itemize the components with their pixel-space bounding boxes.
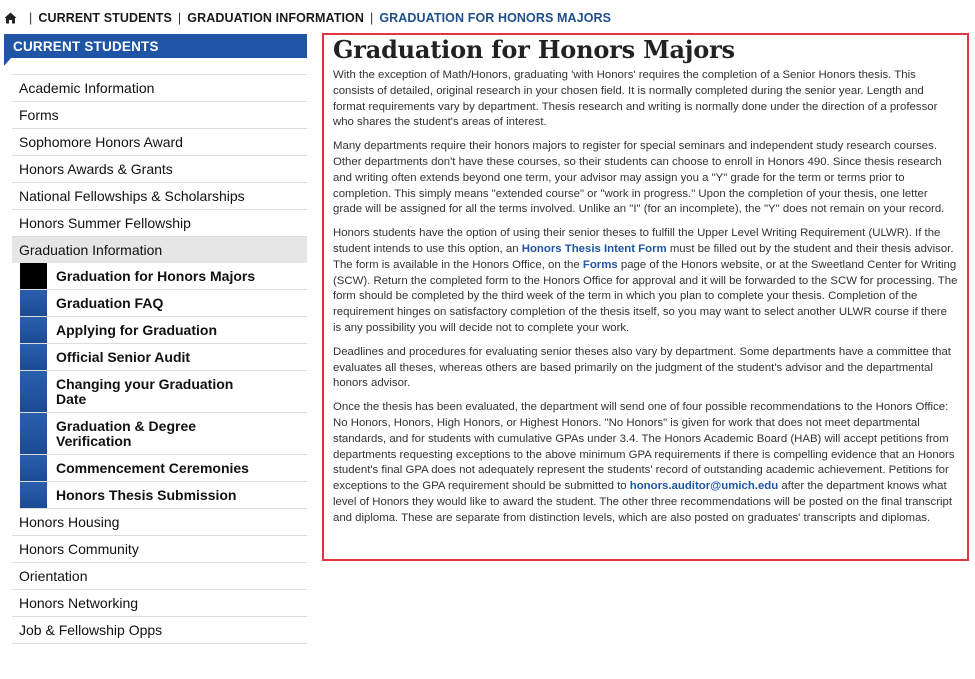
- breadcrumb-separator: |: [369, 11, 374, 25]
- submenu-item-label: Graduation & Degree Verification: [56, 418, 197, 449]
- text: must be filled out by the student and their thesis advisor. The form is available in the Honors Office, on the: [333, 242, 954, 271]
- submenu-bar: [20, 371, 47, 412]
- submenu-item-commencement-ceremonies[interactable]: [20, 455, 307, 482]
- page-title: Graduation for Honors Majors: [333, 35, 735, 64]
- sidebar-item-sophomore-honors-award[interactable]: Sophomore Honors Award: [12, 129, 307, 156]
- sidebar-list: [12, 74, 307, 644]
- submenu-bar: [20, 413, 47, 454]
- submenu-item-label: Commencement Ceremonies: [56, 460, 249, 476]
- submenu-item-label: Graduation for Honors Majors: [56, 268, 256, 284]
- paragraph-ulwr: [333, 226, 958, 337]
- sidebar-item-forms[interactable]: Forms: [12, 102, 307, 129]
- sidebar-item-honors-networking[interactable]: Honors Networking: [12, 590, 307, 617]
- sidebar-submenu: [20, 263, 307, 509]
- paragraph-intro: With the exception of Math/Honors, graduating 'with Honors' requires the completion of a Senior Honors thesis. This consists of detailed, original research in your chosen field. It is normally completed during the senior year. Length and format requirements vary by department. Thesis research and writing is normally done under the direction of a professor who shares the student's areas of interest.: [333, 69, 938, 129]
- submenu-item-honors-thesis-submission[interactable]: [20, 482, 307, 509]
- main-content: [322, 33, 969, 561]
- submenu-bar: [20, 455, 47, 481]
- submenu-item-changing-graduation-date[interactable]: [20, 371, 307, 413]
- sidebar-item-graduation-information[interactable]: Graduation Information: [12, 237, 307, 263]
- submenu-item-label: Honors Thesis Submission: [56, 487, 237, 503]
- breadcrumb-separator: |: [177, 11, 182, 25]
- forms-link[interactable]: Forms: [582, 258, 618, 271]
- submenu-item-label: Changing your Graduation Date: [56, 376, 234, 407]
- text: after the department knows what level of Honors they would like to award the student. The other three recommendations will be posted on the final transcript and diploma. These are separate from distinction levels, which are also posted on graduates' transcripts and diplomas.: [333, 480, 953, 524]
- sidebar-item-job-fellowship-opps[interactable]: Job & Fellowship Opps: [12, 617, 307, 644]
- paragraph-deadlines: Deadlines and procedures for evaluating senior theses also vary by department. Some departments have a committee that evaluates all theses, whereas others are based primarily on the judgment of the student's advisor and the departmental honors advisor.: [333, 345, 951, 390]
- sidebar-item-national-fellowships[interactable]: National Fellowships & Scholarships: [12, 183, 307, 210]
- submenu-bar: [20, 482, 47, 508]
- submenu-item-label: Applying for Graduation: [56, 322, 217, 338]
- breadcrumb-graduation-information[interactable]: GRADUATION INFORMATION: [187, 11, 364, 25]
- submenu-item-graduation-faq[interactable]: [20, 290, 307, 317]
- sidebar-item-honors-housing[interactable]: Honors Housing: [12, 509, 307, 536]
- honors-auditor-email-link[interactable]: honors.auditor@umich.edu: [629, 480, 779, 493]
- sidebar-header-notch: [4, 58, 11, 66]
- submenu-item-label: Official Senior Audit: [56, 349, 191, 365]
- sidebar-header[interactable]: CURRENT STUDENTS: [4, 34, 307, 58]
- submenu-bar: [20, 317, 47, 343]
- sidebar-item-honors-summer-fellowship[interactable]: Honors Summer Fellowship: [12, 210, 307, 237]
- submenu-item-graduation-for-honors-majors[interactable]: [20, 263, 307, 290]
- sidebar-item-honors-awards-grants[interactable]: Honors Awards & Grants: [12, 156, 307, 183]
- submenu-bar: [20, 344, 47, 370]
- sidebar-item-academic-information[interactable]: Academic Information: [12, 75, 307, 102]
- breadcrumb-current-students[interactable]: CURRENT STUDENTS: [38, 11, 172, 25]
- text: page of the Honors website, or at the Sweetland Center for Writing (SCW). Return the completed form to the Honors Office for approval and it will be forwarded to the SCW for processing. The form should be completed by the third week of the term in which you plan to complete your thesis. Completion of the requirement hinges on satisfactory completion of the thesis itself, so you may want to select another ULWR course if there is any possibility you will decide not to complete your work.: [333, 258, 958, 334]
- breadcrumb: [4, 10, 611, 26]
- text: Honors students have the option of using their senior theses to fulfill the Upper Level Writing Requirement (ULWR). If the student intends to use this option, an: [333, 227, 941, 255]
- text: Once the thesis has been evaluated, the department will send one of four possible recommendations to the Honors Office: No Honors, Honors, High Honors, or Highest Honors. "No Honors" is given for work that does not meet departmental standards, and for students with cumulative GPAs under 3.4. The Honors Academic Board (HAB) will accept petitions from departments requesting exceptions to the above minimum GPA requirements if there is compelling evidence that an Honors student's final GPA does not adequately represent the students' record of outstanding academic achievement. Petitions for exceptions to the GPA requirement should be submitted to: [333, 401, 955, 493]
- sidebar-nav: [4, 34, 307, 644]
- submenu-bar: [20, 263, 47, 289]
- paragraph-y-grade: Many departments require their honors majors to register for special seminars and independent study research courses. Other departments don't have these courses, so their students can choose to enroll in Honors 490. Since thesis research and writing often extends beyond one term, your advisor may assign you a "Y" grade for the term or terms prior to completion. This simply means "extended course" or "work in progress." Upon the completion of your thesis, one letter grade will be assigned for all the terms involved. Unlike an "I" (for an incomplete), the "Y" does not remain on your record.: [333, 140, 945, 216]
- honors-thesis-intent-form-link[interactable]: Honors Thesis Intent Form: [521, 242, 667, 255]
- submenu-item-official-senior-audit[interactable]: [20, 344, 307, 371]
- submenu-item-label: Graduation FAQ: [56, 295, 164, 311]
- breadcrumb-current-page: GRADUATION FOR HONORS MAJORS: [379, 11, 612, 25]
- submenu-item-graduation-degree-verification[interactable]: [20, 413, 307, 455]
- paragraph-recommendations: [333, 400, 958, 526]
- submenu-bar: [20, 290, 47, 316]
- sidebar-item-orientation[interactable]: Orientation: [12, 563, 307, 590]
- breadcrumb-separator: |: [29, 11, 33, 25]
- sidebar-item-honors-community[interactable]: Honors Community: [12, 536, 307, 563]
- home-icon[interactable]: [4, 12, 17, 24]
- submenu-item-applying-for-graduation[interactable]: [20, 317, 307, 344]
